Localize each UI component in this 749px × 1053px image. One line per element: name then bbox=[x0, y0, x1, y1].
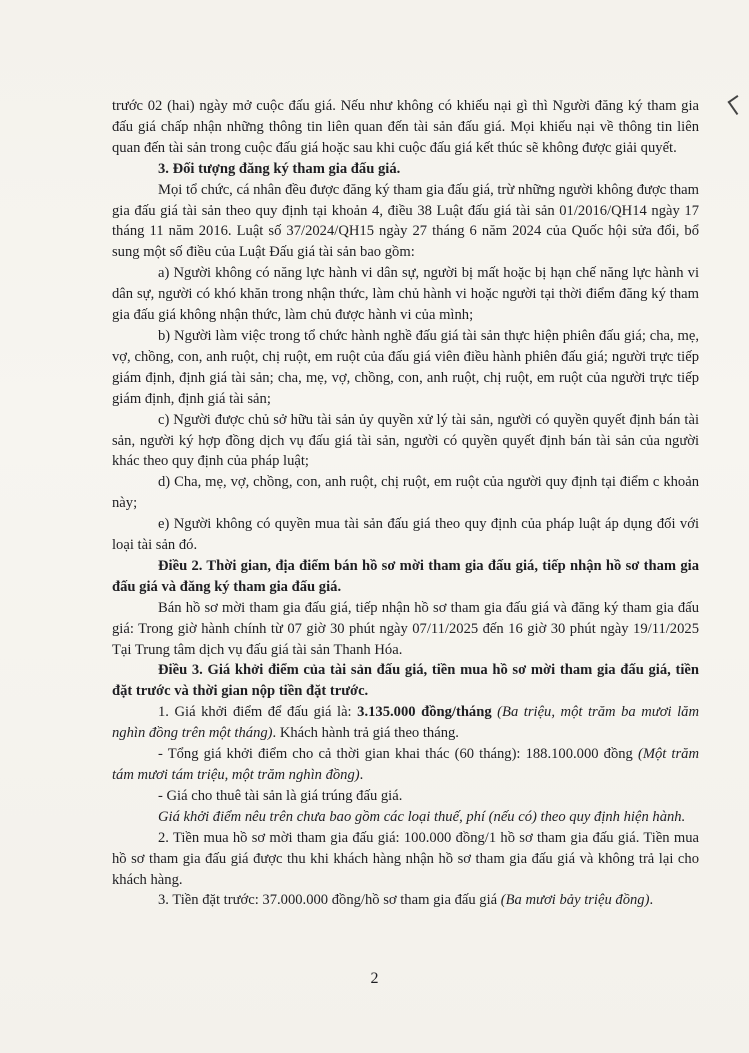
starting-price-prefix: 1. Giá khởi điểm để đấu giá là: bbox=[158, 704, 358, 721]
total-price-words: (Một trăm tám mươi tám triệu, một trăm nghìn đồng) bbox=[112, 746, 699, 783]
page-number: 2 bbox=[370, 970, 379, 987]
clause-d: d) Cha, mẹ, vợ, chồng, con, anh ruột, chị ruột, em ruột của người quy định tại điểm c khoản này; bbox=[112, 474, 699, 512]
starting-price-item bbox=[112, 702, 699, 744]
page-edge-mark bbox=[727, 95, 746, 115]
dossier-fee-item: 2. Tiền mua hồ sơ mời tham gia đấu giá: 100.000 đồng/1 hồ sơ tham gia đấu giá. Tiền mua hồ sơ tham gia đấu giá được thu khi khách hàng nhận hồ sơ tham gia đấu giá và không trả lại cho khách hàng. bbox=[112, 829, 699, 888]
clause-e: e) Người không có quyền mua tài sản đấu giá theo quy định của pháp luật áp dụng đối với loại tài sản đó. bbox=[112, 516, 699, 554]
document-body bbox=[112, 96, 699, 911]
tax-note: Giá khởi điểm nêu trên chưa bao gồm các loại thuế, phí (nếu có) theo quy định hiện hành. bbox=[158, 808, 686, 825]
rent-price-note: - Giá cho thuê tài sản là giá trúng đấu giá. bbox=[158, 787, 403, 804]
starting-price-suffix: . Khách hành trả giá theo tháng. bbox=[272, 725, 459, 742]
total-price-suffix: . bbox=[359, 767, 364, 783]
starting-price-words: (Ba triệu, một trăm ba mươi lăm nghìn đồng trên một tháng) bbox=[112, 704, 699, 742]
article-2-body: Bán hồ sơ mời tham gia đấu giá, tiếp nhận hồ sơ tham gia đấu giá và đăng ký tham gia đấu giá: Trong giờ hành chính từ 07 giờ 30 phút ngày 07/11/2025 đến 16 giờ 30 phút ngày 19/11/2025 Tại Trung tâm dịch vụ đấu giá tài sản Thanh Hóa. bbox=[112, 599, 699, 658]
deposit-prefix: 3. Tiền đặt trước: 37.000.000 đồng/hồ sơ tham gia đấu giá bbox=[158, 892, 501, 909]
total-price-item bbox=[112, 744, 699, 786]
deposit-suffix: . bbox=[649, 892, 654, 909]
article-3-heading: Điều 3. Giá khởi điểm của tài sản đấu giá, tiền mua hồ sơ mời tham gia đấu giá, tiền đặt trước và thời gian nộp tiền đặt trước. bbox=[112, 662, 699, 700]
article-2-heading: Điều 2. Thời gian, địa điểm bán hồ sơ mời tham gia đấu giá, tiếp nhận hồ sơ tham gia đấu giá và đăng ký tham gia đấu giá. bbox=[112, 557, 699, 595]
clause-a: a) Người không có năng lực hành vi dân sự, người bị mất hoặc bị hạn chế năng lực hành vi dân sự, người có khó khăn trong nhận thức, làm chủ hành vi hoặc người tại thời điểm đăng ký tham gia đấu giá không nhận thức, làm chủ được hành vi của mình; bbox=[112, 265, 699, 324]
total-price-prefix: - Tổng giá khởi điểm cho cả thời gian khai thác (60 tháng): 188.100.000 đồng bbox=[158, 746, 638, 763]
clause-c: c) Người được chủ sở hữu tài sản ủy quyền xử lý tài sản, người có quyền quyết định bán tài sản, người ký hợp đồng dịch vụ đấu giá tài sản, người có quyền quyết định bán tài sản của người khác theo quy định của pháp luật; bbox=[112, 411, 699, 470]
paragraph-continuation: trước 02 (hai) ngày mở cuộc đấu giá. Nếu như không có khiếu nại gì thì Người đăng ký tham gia đấu giá chấp nhận những thông tin liên quan đến tài sản đấu giá. Mọi khiếu nại về thông tin liên quan đến tài sản trong cuộc đấu giá hoặc sau khi cuộc đấu giá kết thúc sẽ không được giải quyết. bbox=[112, 98, 699, 156]
starting-price-amount: 3.135.000 đồng/tháng bbox=[357, 704, 492, 721]
deposit-item bbox=[112, 890, 699, 911]
paragraph-eligibility: Mọi tổ chức, cá nhân đều được đăng ký tham gia đấu giá, trừ những người không được tham gia đấu giá tài sản theo quy định tại khoản 4, điều 38 Luật đấu giá tài sản 01/2016/QH14 ngày 17 tháng 11 năm 2016. Luật số 37/2024/QH15 ngày 27 tháng 6 năm 2024 của Quốc hội sửa đổi, bổ sung một số điều của Luật Đấu giá tài sản bao gồm: bbox=[112, 181, 699, 261]
clause-b: b) Người làm việc trong tổ chức hành nghề đấu giá tài sản thực hiện phiên đấu giá; cha, mẹ, vợ, chồng, con, anh ruột, chị ruột, em ruột của đấu giá viên điều hành phiên đấu giá; người trực tiếp giám định, định giá tài sản; cha, mẹ, vợ, chồng, con, anh ruột, chị ruột, em ruột của người trực tiếp giám định, định giá tài sản; bbox=[112, 327, 699, 407]
deposit-words: (Ba mươi bảy triệu đồng) bbox=[500, 892, 650, 909]
section-heading-eligible-participants: 3. Đối tượng đăng ký tham gia đấu giá. bbox=[158, 160, 401, 177]
